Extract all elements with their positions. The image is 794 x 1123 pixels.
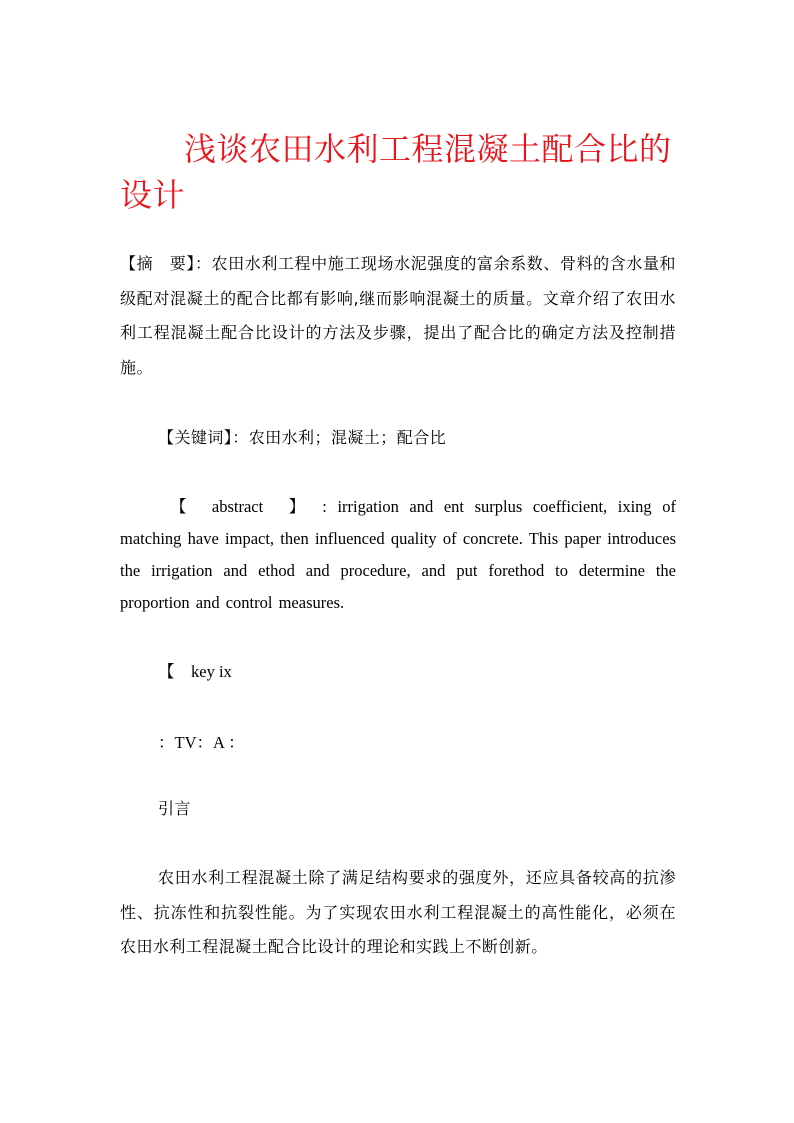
section-heading-introduction: 引言 bbox=[158, 799, 191, 818]
abstract-english: 【 abstract 】 : irrigation and ent surplus coefficient, ixing of matching have impact, then influenced quality of concrete. This paper introduces the irrigation and ethod and procedure, and put forethod to determine the proportion and control measures. bbox=[120, 497, 676, 612]
keywords-english: 【 key ix bbox=[158, 662, 232, 681]
document-title: 浅谈农田水利工程混凝土配合比的设计 bbox=[120, 130, 672, 214]
keywords-chinese: 【关键词】：农田水利；混凝土；配合比 bbox=[158, 428, 447, 447]
abstract-chinese: 【摘 要】：农田水利工程中施工现场水泥强度的富余系数、骨料的含水量和级配对混凝土的配合比都有影响,继而影响混凝土的质量。文章介绍了农田水利工程混凝土配合比设计的方法及步骤，提出了配合比的确定方法及控制措施。 bbox=[120, 254, 676, 377]
introduction-paragraph: 农田水利工程混凝土除了满足结构要求的强度外，还应具备较高的抗渗性、抗冻性和抗裂性能。为了实现农田水利工程混凝土的高性能化，必须在农田水利工程混凝土配合比设计的理论和实践上不断创新。 bbox=[120, 868, 676, 956]
classification-line: ：TV：A ： bbox=[158, 733, 245, 752]
